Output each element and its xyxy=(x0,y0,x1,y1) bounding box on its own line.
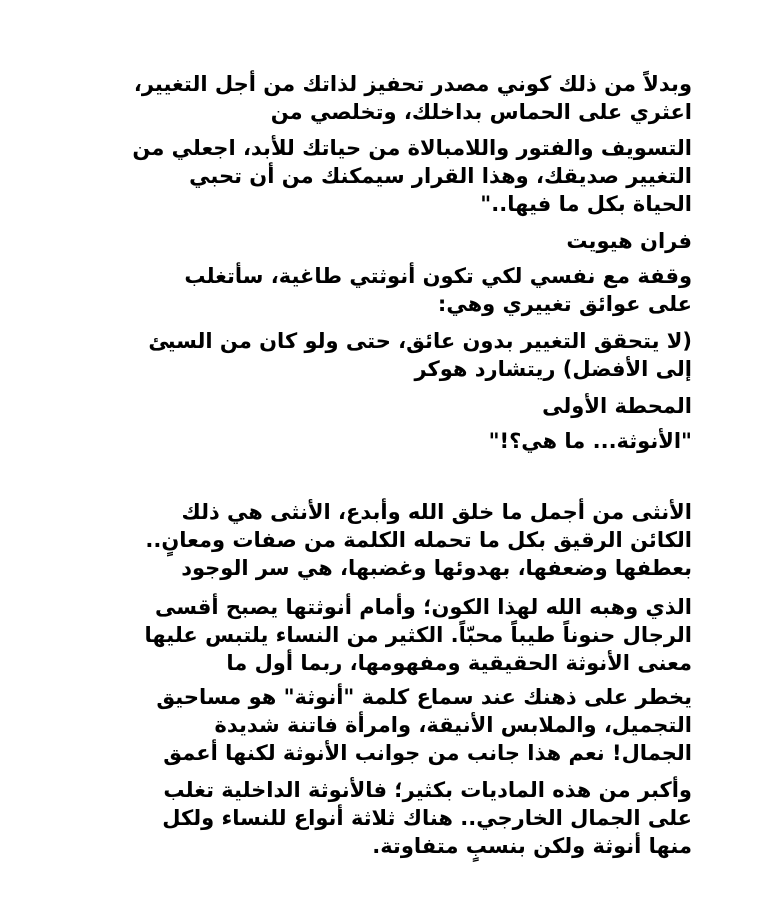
paragraph-intro xyxy=(134,70,692,126)
text-line: الجمال! نعم هذا جانب من جوانب الأنوثة لكنها أعمق xyxy=(163,741,692,765)
text-line: الذي وهبه الله لهذا الكون؛ وأمام أنوثتها يصبح أقسى xyxy=(155,595,692,619)
paragraph-pause xyxy=(184,262,692,318)
paragraph-universe xyxy=(145,593,692,677)
text-line: على الجمال الخارجي.. هناك ثلاثة أنواع للنساء ولكل xyxy=(162,806,692,830)
text-line: اعثري على الحماس بداخلك، وتخلصي من xyxy=(270,100,692,124)
paragraph-femininity xyxy=(156,683,692,767)
text-line: التسويف والفتور واللامبالاة من حياتك للأبد، اجعلي من xyxy=(132,136,692,160)
text-line: معنى الأنوثة الحقيقية ومفهومها، ربما أول ما xyxy=(226,651,692,675)
text-line: فران هيويت xyxy=(566,229,692,253)
text-line: الكائن الرقيق بكل ما تحمله الكلمة من صفات ومعانٍ.. xyxy=(145,528,692,552)
text-line: وقفة مع نفسي لكي تكون أنوثتي طاغية، سأتغلب xyxy=(184,264,692,288)
text-line: التغيير صديقك، وهذا القرار سيمكنك من أن تحبي xyxy=(189,164,692,188)
text-line: على عوائق تغييري وهي: xyxy=(437,292,692,316)
text-line: التجميل، والملابس الأنيقة، وامرأة فاتنة شديدة xyxy=(214,713,692,737)
text-line: وبدلاً من ذلك كوني مصدر تحفيز لذاتك من أجل التغيير، xyxy=(133,72,692,96)
quote-author xyxy=(566,227,692,255)
paragraph-quote xyxy=(132,134,692,218)
text-line: وأكبر من هذه الماديات بكثير؛ فالأنوثة الداخلية تغلب xyxy=(163,778,692,802)
paragraph-female xyxy=(145,498,692,582)
text-line: المحطة الأولى xyxy=(542,394,692,418)
text-line: (لا يتحقق التغيير بدون عائق، حتى ولو كان من السيئ xyxy=(148,329,692,353)
text-line: الأنثى من أجمل ما خلق الله وأبدع، الأنثى هي ذلك xyxy=(181,500,692,524)
paragraph-inner-beauty xyxy=(162,776,692,860)
text-line: يخطر على ذهنك عند سماع كلمة "أنوثة" هو مساحيق xyxy=(156,685,692,709)
text-line: إلى الأفضل) ريتشارد هوكر xyxy=(414,357,692,381)
text-line: منها أنوثة ولكن بنسبٍ متفاوتة. xyxy=(372,834,692,858)
text-line: بعطفها وضعفها، بهدوئها وغضبها، هي سر الوجود xyxy=(181,556,692,580)
section-heading xyxy=(542,392,692,420)
text-line: "الأنوثة... ما هي؟!" xyxy=(488,429,692,453)
section-subheading xyxy=(489,427,692,455)
text-line: الحياة بكل ما فيها.." xyxy=(480,192,692,216)
paragraph-hooker-quote xyxy=(148,327,692,383)
text-line: الرجال حنوناً طيباً محبّاً. الكثير من النساء يلتبس عليها xyxy=(144,623,692,647)
